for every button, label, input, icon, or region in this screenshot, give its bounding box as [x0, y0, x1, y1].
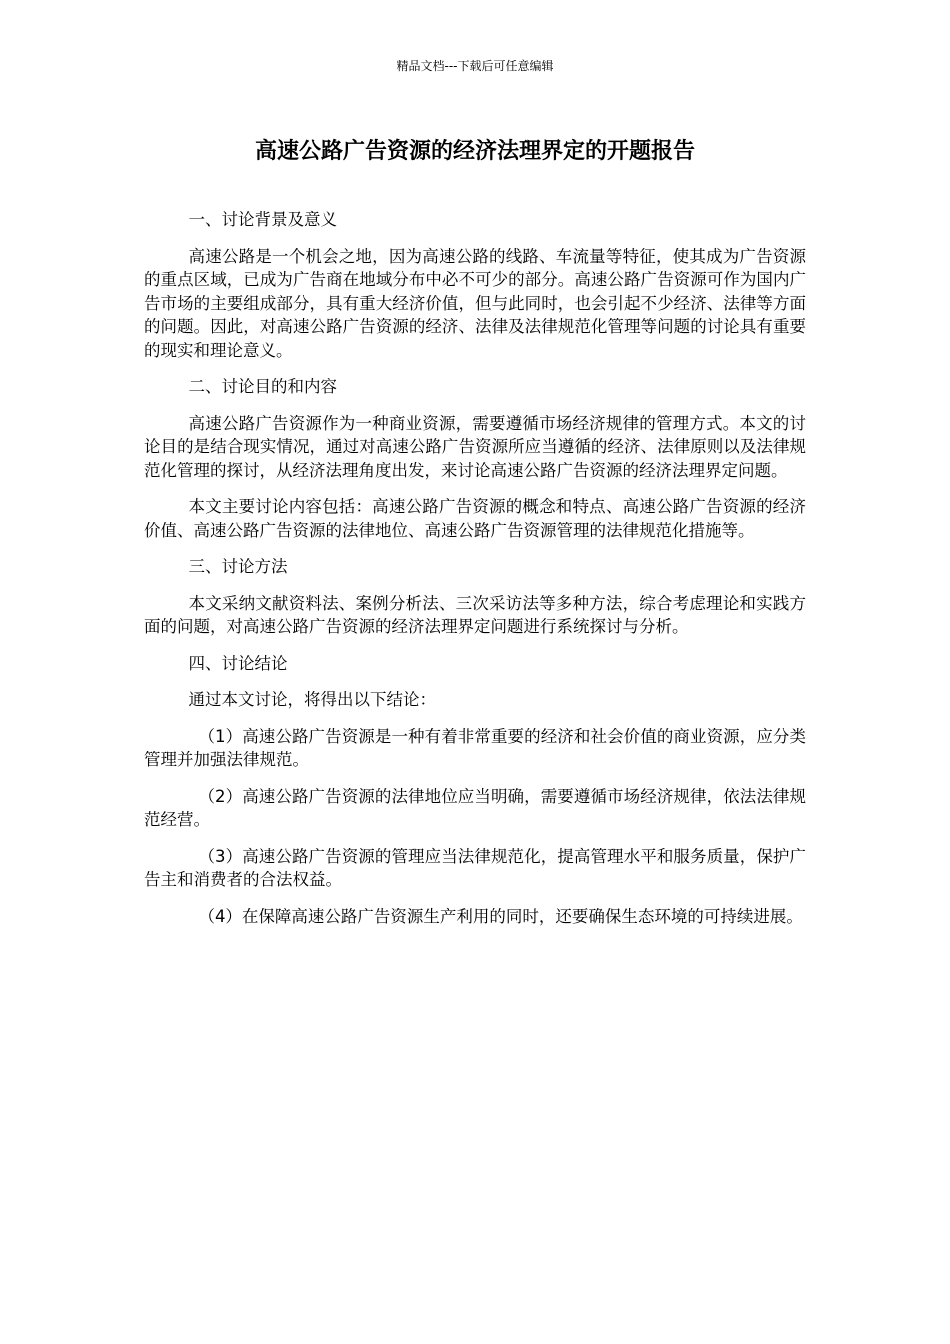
document-body	[144, 208, 806, 941]
conclusion-item: （4）在保障高速公路广告资源生产利用的同时，还要确保生态环境的可持续进展。	[198, 906, 803, 926]
conclusion-item: （2）高速公路广告资源的法律地位应当明确，需要遵循市场经济规律，依法法律规范经营。	[144, 786, 806, 829]
background-paragraph: 高速公路是一个机会之地，因为高速公路的线路、车流量等特征，使其成为广告资源的重点区域，已成为广告商在地域分布中必不可少的部分。高速公路广告资源可作为国内广告市场的主要组成部分，具有重大经济价值，但与此同时，也会引起不少经济、法律等方面的问题。因此，对高速公路广告资源的经济、法律及法律规范化管理等问题的讨论具有重要的现实和理论意义。	[144, 246, 806, 360]
section-heading-conclusions: 四、讨论结论	[188, 653, 288, 673]
methods-paragraph: 本文采纳文献资料法、案例分析法、三次采访法等多种方法，综合考虑理论和实践方面的问题，对高速公路广告资源的经济法理界定问题进行系统探讨与分析。	[144, 593, 806, 636]
section-heading-background: 一、讨论背景及意义	[188, 210, 338, 229]
conclusion-item: （1）高速公路广告资源是一种有着非常重要的经济和社会价值的商业资源，应分类管理并加强法律规范。	[144, 726, 806, 769]
content-paragraph: 本文主要讨论内容包括：高速公路广告资源的概念和特点、高速公路广告资源的经济价值、高速公路广告资源的法律地位、高速公路广告资源管理的法律规范化措施等。	[144, 497, 806, 540]
section-heading-methods: 三、讨论方法	[188, 557, 288, 576]
header-note: 精品文档---下载后可任意编辑	[396, 59, 554, 73]
conclusion-item: （3）高速公路广告资源的管理应当法律规范化，提高管理水平和服务质量，保护广告主和消费者的合法权益。	[144, 846, 806, 889]
purpose-paragraph: 高速公路广告资源作为一种商业资源，需要遵循市场经济规律的管理方式。本文的讨论目的是结合现实情况，通过对高速公路广告资源所应当遵循的经济、法律原则以及法律规范化管理的探讨，从经济法理角度出发，来讨论高速公路广告资源的经济法理界定问题。	[144, 413, 806, 480]
conclusions-intro: 通过本文讨论，将得出以下结论：	[188, 690, 437, 709]
section-heading-purpose: 二、讨论目的和内容	[188, 377, 338, 396]
document-title: 高速公路广告资源的经济法理界定的开题报告	[254, 139, 695, 164]
